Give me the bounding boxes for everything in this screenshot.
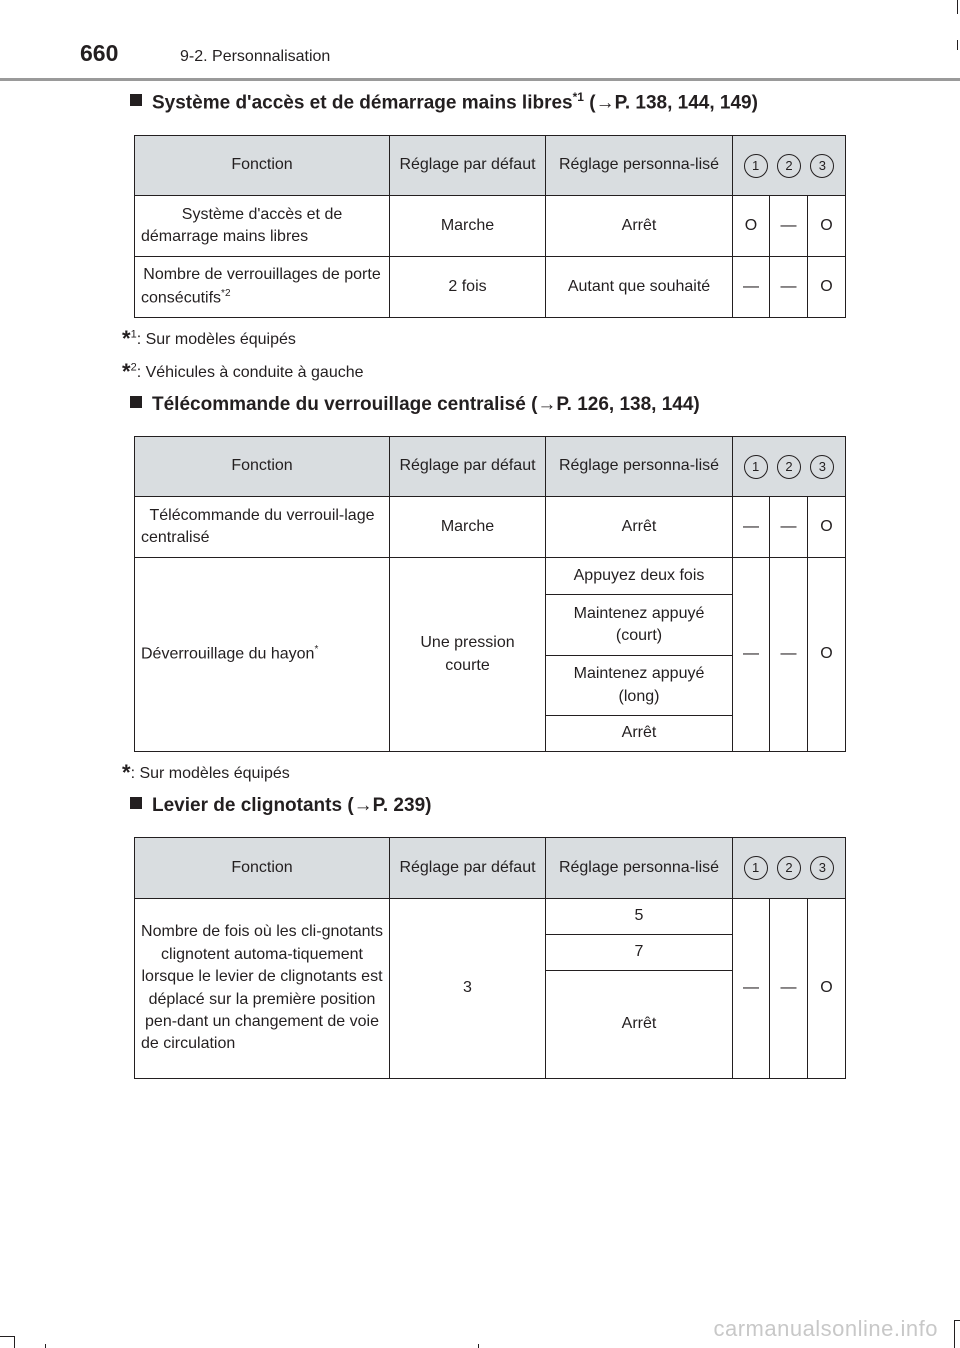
col-default: Réglage par défaut [390, 136, 546, 196]
cell-mark-3: O [808, 497, 846, 558]
table-turn-signal [134, 837, 846, 1079]
col-default: Réglage par défaut [390, 838, 546, 899]
header-rule [0, 78, 960, 81]
cell-mark-1: O [733, 196, 770, 257]
cell-fonction: Déverrouillage du hayon* [135, 558, 390, 752]
cell-mark-2: — [770, 196, 808, 257]
col-numbers [733, 838, 846, 899]
page-number: 660 [80, 40, 119, 66]
col-custom: Réglage personna-lisé [546, 838, 733, 899]
number-1-icon: 1 [744, 154, 768, 178]
cell-custom: Arrêt [546, 497, 733, 558]
cell-custom-option: 7 [546, 935, 733, 971]
crop-mark [0, 1336, 14, 1337]
section-title-hands-free: Système d'accès et de démarrage mains libres$^{*1}$ (→P. 138, 144, 149) [130, 90, 758, 114]
number-3-icon: 3 [810, 154, 834, 178]
cell-mark-3: O [808, 899, 846, 1079]
number-3-icon: 3 [810, 856, 834, 880]
cell-mark-1: — [733, 899, 770, 1079]
crop-mark [957, 0, 958, 14]
cell-mark-2: — [770, 257, 808, 318]
cell-custom-option: Arrêt [546, 716, 733, 752]
col-custom: Réglage personna-lisé [546, 136, 733, 196]
cell-mark-2: — [770, 558, 808, 752]
number-3-icon: 3 [810, 455, 834, 479]
bullet-square-icon [130, 797, 142, 809]
cell-custom-option: Maintenez appuyé (long) [546, 656, 733, 716]
cell-custom-option: Arrêt [546, 971, 733, 1079]
cell-custom-option: Appuyez deux fois [546, 558, 733, 595]
crop-mark [14, 1336, 15, 1348]
chapter-title: 9-2. Personnalisation [180, 48, 331, 65]
table-header-row [135, 136, 846, 196]
col-custom: Réglage personna-lisé [546, 437, 733, 497]
cell-mark-2: — [770, 899, 808, 1079]
watermark: carmanualsonline.info [713, 1316, 938, 1341]
cell-mark-3: O [808, 558, 846, 752]
cell-mark-2: — [770, 497, 808, 558]
cell-custom-option: 5 [546, 899, 733, 935]
cell-custom-option: Maintenez appuyé (court) [546, 595, 733, 656]
bullet-square-icon [130, 94, 142, 106]
col-default: Réglage par défaut [390, 437, 546, 497]
crop-mark [957, 40, 958, 50]
col-numbers [733, 136, 846, 196]
number-2-icon: 2 [777, 455, 801, 479]
cell-default: Une pression courte [390, 558, 546, 752]
cell-mark-1: — [733, 497, 770, 558]
crop-mark [478, 1344, 479, 1348]
number-2-icon: 2 [777, 856, 801, 880]
col-numbers [733, 437, 846, 497]
section-title-remote: Télécommande du verrouillage centralisé (→P. 126, 138, 144) [130, 394, 700, 416]
cell-custom: Autant que souhaité [546, 257, 733, 318]
cell-default: 3 [390, 899, 546, 1079]
footnote-3: *: Sur modèles équipés [122, 760, 290, 785]
footnote-1: *$^1$: Sur modèles équipés [122, 326, 296, 351]
table-header-row [135, 437, 846, 497]
table-row [135, 558, 846, 595]
cell-custom: Arrêt [546, 196, 733, 257]
table-row [135, 497, 846, 558]
col-fonction: Fonction [135, 437, 390, 497]
number-1-icon: 1 [744, 455, 768, 479]
cell-fonction: Nombre de fois où les cli-gnotants clignotent automa-tiquement lorsque le levier de clignotants est déplacé sur la première position pen-dant un changement de voie de circulation [135, 899, 390, 1079]
col-fonction: Fonction [135, 136, 390, 196]
cell-default: Marche [390, 196, 546, 257]
cell-mark-3: O [808, 196, 846, 257]
number-2-icon: 2 [777, 154, 801, 178]
table-remote [134, 436, 846, 752]
table-row [135, 196, 846, 257]
crop-mark [45, 1344, 46, 1348]
table-header-row [135, 838, 846, 899]
cell-fonction: Nombre de verrouillages de porte consécutifs$^{*2}$ [135, 257, 390, 318]
cell-fonction: Système d'accès et de démarrage mains libres [135, 196, 390, 257]
cell-mark-1: — [733, 558, 770, 752]
number-1-icon: 1 [744, 856, 768, 880]
bullet-square-icon [130, 396, 142, 408]
cell-default: 2 fois [390, 257, 546, 318]
col-fonction: Fonction [135, 838, 390, 899]
footnote-2: *$^2$: Véhicules à conduite à gauche [122, 359, 364, 384]
table-row [135, 899, 846, 935]
cell-mark-1: — [733, 257, 770, 318]
cell-mark-3: O [808, 257, 846, 318]
section-title-turn-signal: Levier de clignotants (→P. 239) [130, 795, 431, 817]
table-hands-free [134, 135, 846, 318]
table-row [135, 257, 846, 318]
crop-mark [954, 1320, 955, 1348]
cell-default: Marche [390, 497, 546, 558]
cell-fonction: Télécommande du verrouil-lage centralisé [135, 497, 390, 558]
